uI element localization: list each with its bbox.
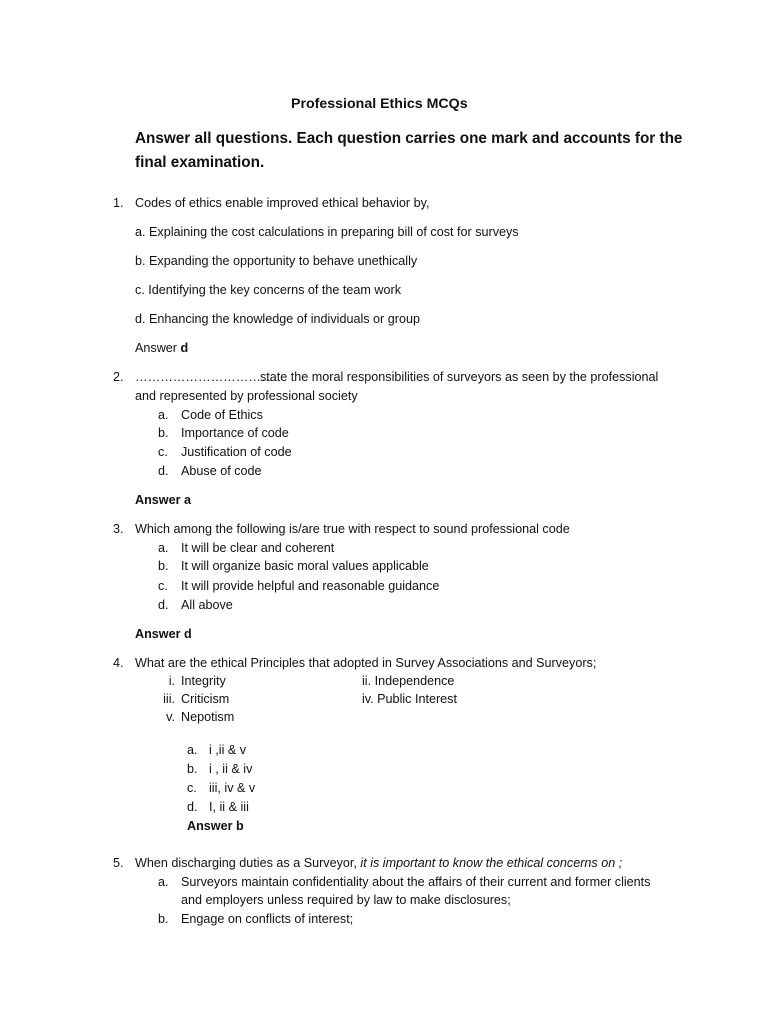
q2-text-line1: state the moral responsibilities of surveyors as seen by the professional: [260, 370, 659, 384]
q4-text: What are the ethical Principles that adopted in Survey Associations and Surveyors;: [135, 656, 597, 670]
q4-option-b-letter: b.: [187, 762, 198, 776]
q2-option-c-letter: c.: [158, 445, 168, 459]
q1-text: Codes of ethics enable improved ethical behavior by,: [135, 196, 430, 210]
q1-answer: [135, 339, 188, 357]
q3-option-b-letter: b.: [158, 559, 169, 573]
q4-number: 4.: [113, 656, 124, 670]
q5-text: [135, 854, 622, 872]
q5-text-italic: it is important to know the ethical concerns on ;: [360, 856, 623, 870]
q1-number: 1.: [113, 196, 124, 210]
q2-option-a-text: Code of Ethics: [181, 408, 263, 422]
q4-option-c-letter: c.: [187, 781, 197, 795]
q4-principle-v-numeral: v.: [166, 710, 175, 724]
q2-number: 2.: [113, 370, 124, 384]
q3-option-c-letter: c.: [158, 579, 168, 593]
q3-text: Which among the following is/are true with respect to sound professional code: [135, 522, 570, 536]
q2-answer: Answer a: [135, 493, 191, 507]
q2-option-d-text: Abuse of code: [181, 464, 262, 478]
q1-answer-label: Answer: [135, 341, 177, 355]
q4-principle-iv: iv. Public Interest: [362, 692, 457, 706]
q5-option-a-line1: Surveyors maintain confidentiality about the affairs of their current and former clients: [181, 875, 651, 889]
q2-option-d-letter: d.: [158, 464, 169, 478]
q4-option-b-text: i , ii & iv: [209, 762, 253, 776]
q4-principle-i-numeral: i.: [168, 674, 175, 688]
q4-answer: Answer b: [187, 819, 244, 833]
q5-option-b-letter: b.: [158, 912, 169, 926]
q2-blank: …………………………….: [135, 370, 278, 384]
q4-option-d-letter: d.: [187, 800, 198, 814]
q1-option-d: d. Enhancing the knowledge of individuals or group: [135, 312, 420, 326]
q4-option-a-letter: a.: [187, 743, 198, 757]
q2-text-line2: and represented by professional society: [135, 389, 358, 403]
q3-option-a-letter: a.: [158, 541, 169, 555]
q3-option-d-text: All above: [181, 598, 233, 612]
q4-principle-iii-numeral: iii.: [163, 692, 175, 706]
q5-text-normal: When discharging duties as a Surveyor,: [135, 856, 361, 870]
q5-number: 5.: [113, 856, 124, 870]
q3-option-c-text: It will provide helpful and reasonable guidance: [181, 579, 440, 593]
q4-principle-v-text: Nepotism: [181, 710, 235, 724]
q2-option-b-letter: b.: [158, 426, 169, 440]
q2-option-c-text: Justification of code: [181, 445, 292, 459]
q3-number: 3.: [113, 522, 124, 536]
q3-option-b-text: It will organize basic moral values applicable: [181, 559, 429, 573]
q1-option-a: a. Explaining the cost calculations in preparing bill of cost for surveys: [135, 225, 519, 239]
q3-option-d-letter: d.: [158, 598, 169, 612]
q1-option-c: c. Identifying the key concerns of the team work: [135, 283, 401, 297]
q2-option-b-text: Importance of code: [181, 426, 289, 440]
q3-option-a-text: It will be clear and coherent: [181, 541, 335, 555]
q3-answer: Answer d: [135, 627, 192, 641]
instructions: Answer all questions. Each question carries one mark and accounts for the final examination.: [135, 130, 683, 171]
q4-principle-i-text: Integrity: [181, 674, 226, 688]
q1-answer-value: d: [180, 341, 189, 355]
q2-option-a-letter: a.: [158, 408, 169, 422]
q4-option-a-text: i ,ii & v: [209, 743, 247, 757]
q5-option-a-line2: and employers unless required by law to make disclosures;: [181, 893, 511, 907]
q1-option-b: b. Expanding the opportunity to behave unethically: [135, 254, 418, 268]
q4-principle-ii: ii. Independence: [362, 674, 455, 688]
q5-option-b-line1: Engage on conflicts of interest;: [181, 912, 354, 926]
q4-option-d-text: I, ii & iii: [209, 800, 249, 814]
q5-option-a-letter: a.: [158, 875, 169, 889]
q4-option-c-text: iii, iv & v: [209, 781, 256, 795]
document-title: Professional Ethics MCQs: [291, 96, 468, 112]
q4-principle-iii-text: Criticism: [181, 692, 230, 706]
